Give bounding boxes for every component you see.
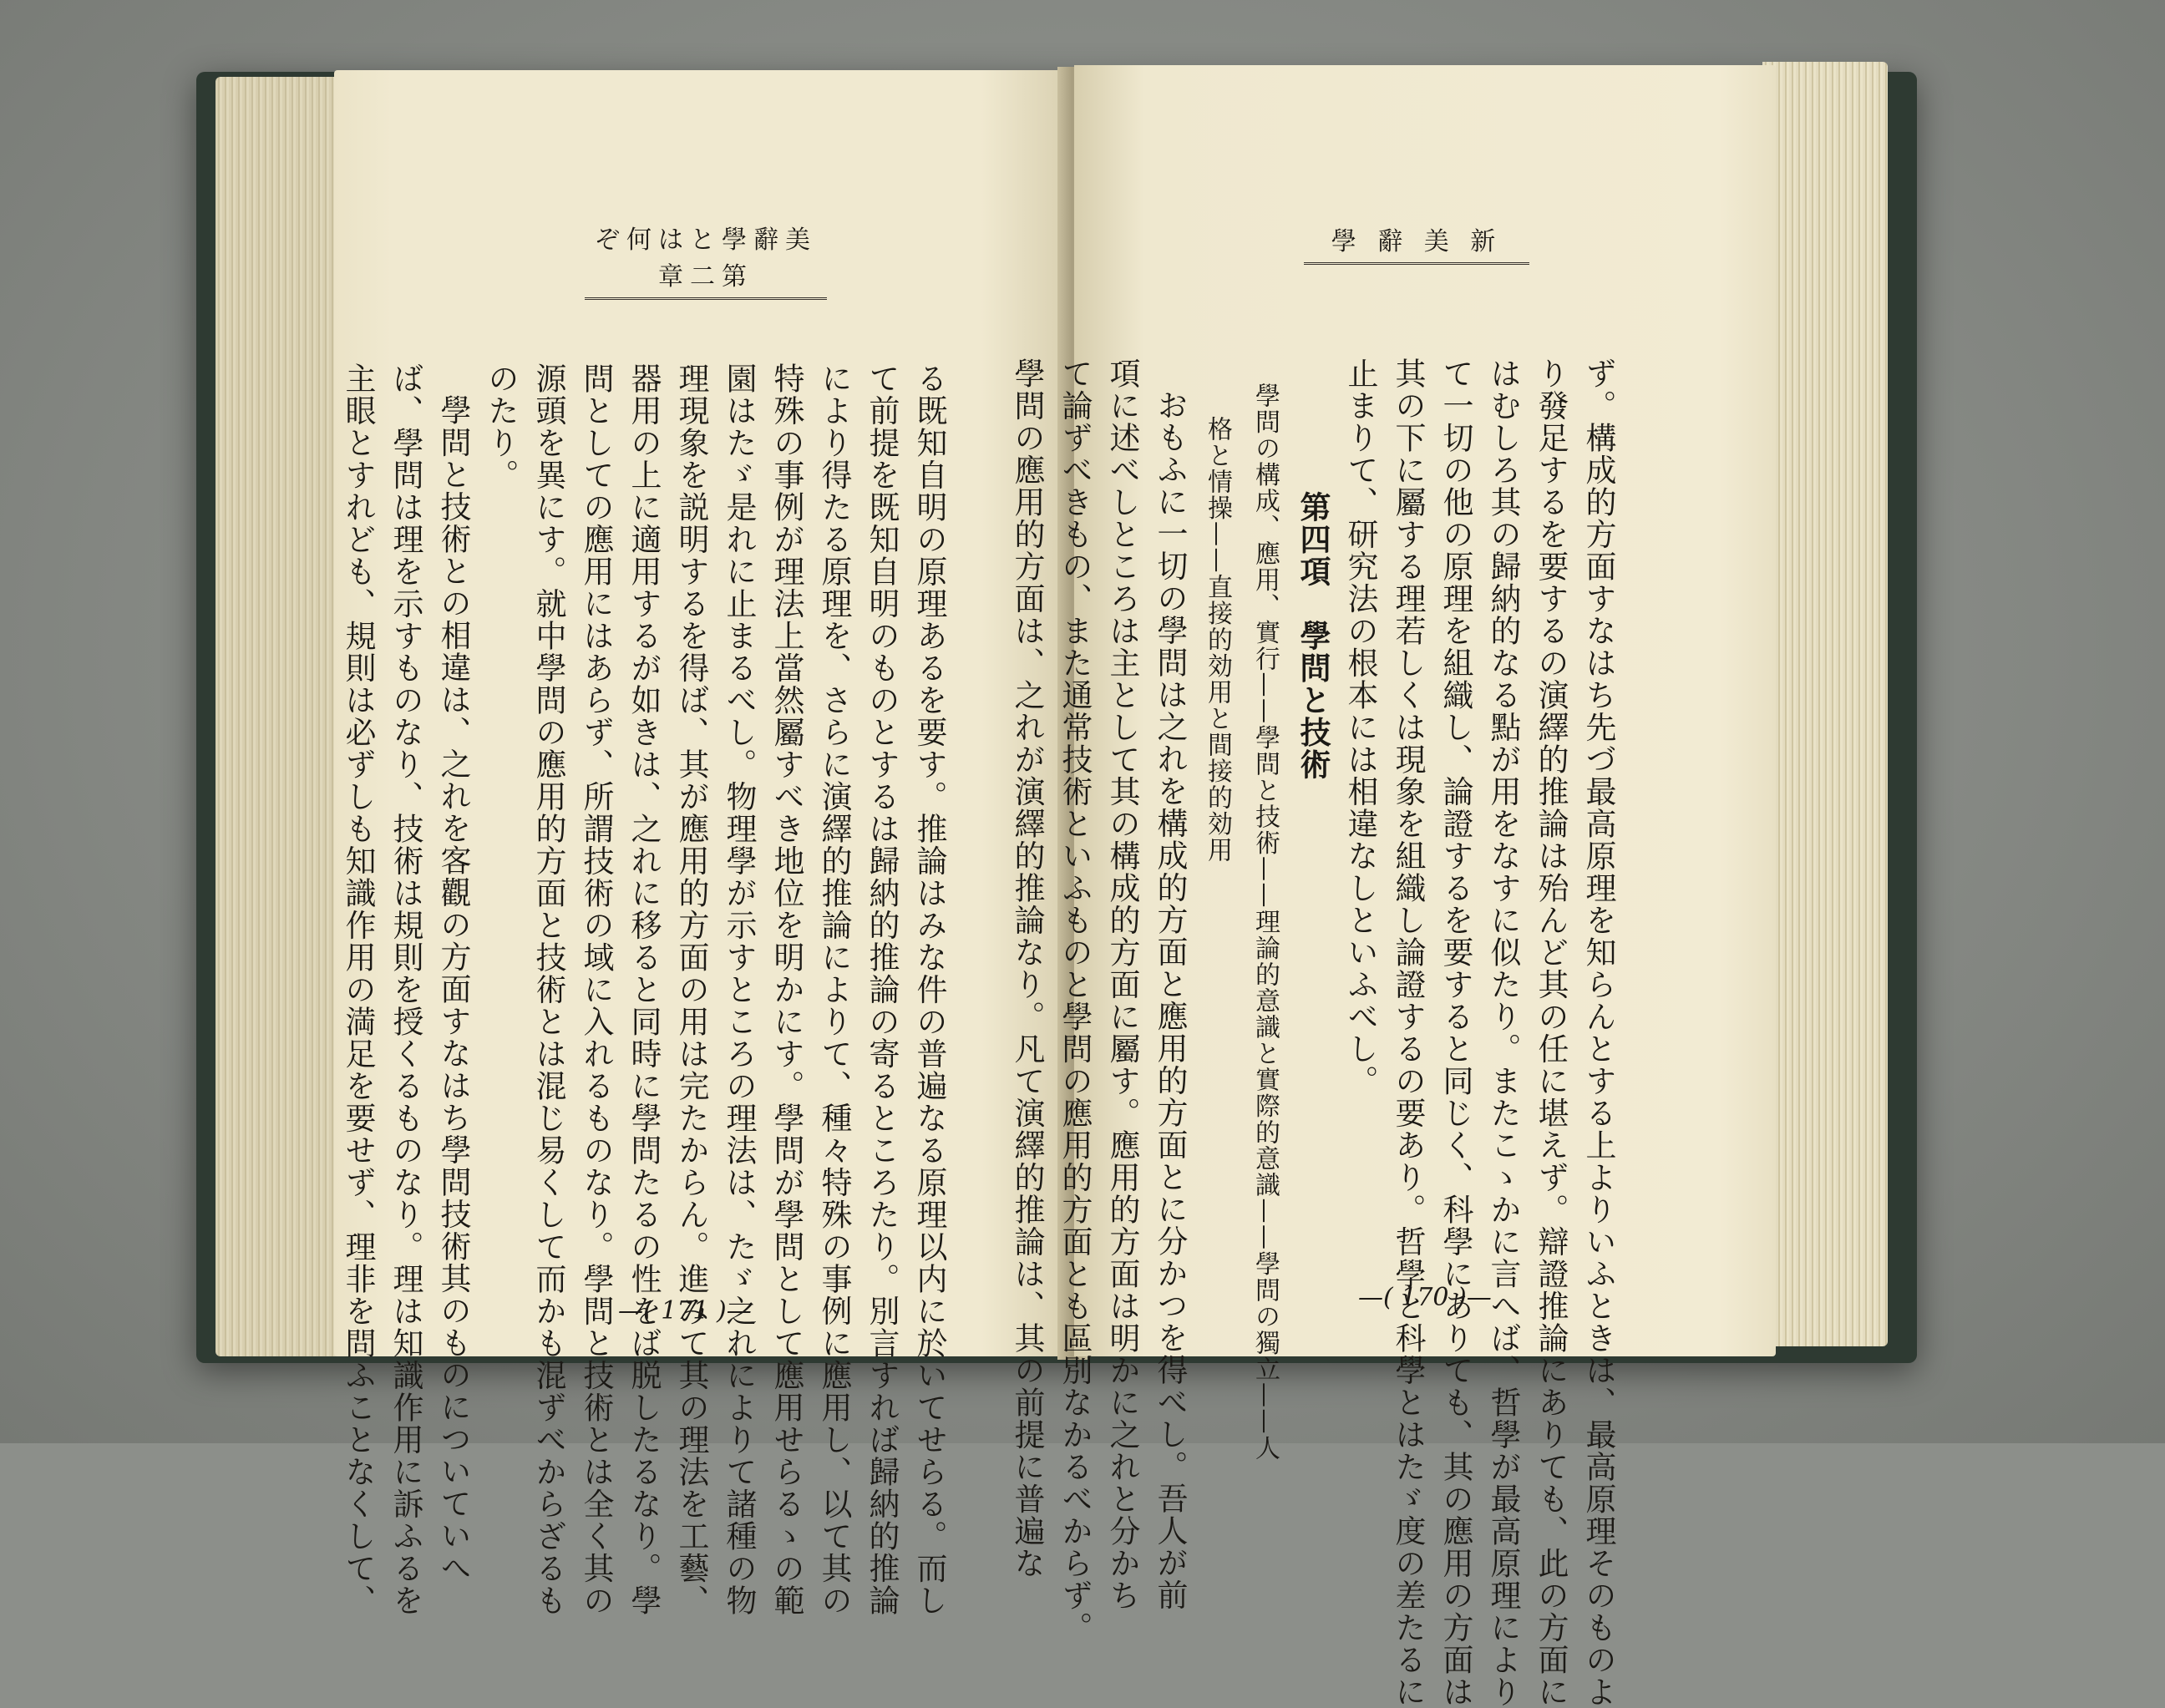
text-column: 止まりて、研究法の根本には相違なしといふべし。 bbox=[1342, 357, 1378, 1097]
text-column: 項に述べしところは主として其の構成的方面に屬す。應用的方面は明かに之れと分かち bbox=[1104, 357, 1140, 1612]
left-page bbox=[334, 70, 1069, 1617]
text-column: り發足するを要するの演繹的推論は殆んど其の任に堪えず。辯證推論にありても、此の方面に bbox=[1533, 357, 1569, 1708]
text-column: 學問と技術との相違は、之れを客觀の方面すなはち學問技術其のものについていへ bbox=[435, 394, 471, 1584]
text-column: ず。構成的方面すなはち先づ最高原理を知らんとする上よりいふときは、最高原理そのものよ bbox=[1580, 357, 1616, 1708]
text-column: て前提を既知自明のものとするは歸納的推論の寄るところたり。別言すれば歸納的推論 bbox=[864, 362, 900, 1617]
right-running-head: 學 辭 美 新 bbox=[1304, 220, 1529, 265]
text-column: のたり。 bbox=[483, 362, 519, 491]
text-column: 源頭を異にす。就中學問の應用的方面と技術とは混じ易くして而かも混ずべからざるも bbox=[530, 362, 566, 1617]
right-page-number: —( 170 )— bbox=[1358, 1283, 1492, 1312]
right-page bbox=[1009, 65, 1776, 1708]
right-page-edges bbox=[1762, 62, 1888, 1346]
text-column: 問としての應用にはあらず、所謂技術の域に入れるものなり。學問と技術とは全く其の bbox=[578, 362, 614, 1617]
text-column: はむしろ其の歸納的なる點が用をなすに似たり。またこゝかに言へば、哲學が最高原理により bbox=[1485, 357, 1521, 1708]
left-running-head: ぞ何はと學辭美 章二第 bbox=[585, 219, 827, 300]
text-column: 園はたゞ是れに止まるべし。物理學が示すところの理法は、たゞ之れによりて諸種の物 bbox=[721, 362, 757, 1617]
text-column: 特殊の事例が理法上當然屬すべき地位を明かにす。學問が學問として應用せらるゝの範 bbox=[768, 362, 804, 1617]
text-column: 理現象を説明するを得ば、其が應用的方面の用は完たからん。進みて其の理法を工藝、 bbox=[673, 362, 709, 1617]
text-column: る既知自明の原理あるを要す。推論はみな件の普遍なる原理以内に於いてせらる。而し bbox=[911, 362, 947, 1617]
text-column: により得たる原理を、さらに演繹的推論によりて、種々特殊の事例に應用し、以て其の bbox=[816, 362, 852, 1617]
paper-spot bbox=[635, 1273, 641, 1280]
text-column: 學問の構成、應用、實行——學問と技術——理論的意識と實際的意識——學問の獨立——人 bbox=[1250, 383, 1280, 1462]
text-column: 主眼とすれども、規則は必ずしも知識作用の満足を要せず、理非を問ふことなくして、 bbox=[340, 362, 376, 1617]
left-page-edges bbox=[215, 77, 349, 1356]
text-column: て一切の他の原理を組織し、論證するを要すると同じく、科學にありても、其の應用の方面は bbox=[1437, 357, 1473, 1708]
text-column: て論ずべきもの、また通常技術といふものと學問の應用的方面とも區別なかるべからず。 bbox=[1057, 357, 1093, 1644]
text-column: おもふに一切の學問は之れを構成的方面と應用的方面とに分かつを得べし。吾人が前 bbox=[1152, 389, 1188, 1611]
text-column: 其の下に屬する理若しくは現象を組織し論證するの要あり。哲學と科學とはたゞ度の差たるに bbox=[1390, 357, 1426, 1708]
left-page-number: —( 171 )— bbox=[618, 1296, 752, 1325]
text-column: 器用の上に適用するが如きは、之れに移ると同時に學問たるの性をば脱したるなり。學 bbox=[626, 362, 662, 1617]
text-column: ば、學問は理を示すものなり、技術は規則を授くるものなり。理は知識作用に訴ふるを bbox=[388, 362, 423, 1617]
text-column: 格と情操——直接的効用と間接的効用 bbox=[1203, 416, 1232, 864]
text-column: 第四項 學問と技術 bbox=[1295, 491, 1331, 781]
text-column: 學問の應用的方面は、之れが演繹的推論なり。凡て演繹的推論は、其の前提に普遍な bbox=[1009, 357, 1045, 1579]
